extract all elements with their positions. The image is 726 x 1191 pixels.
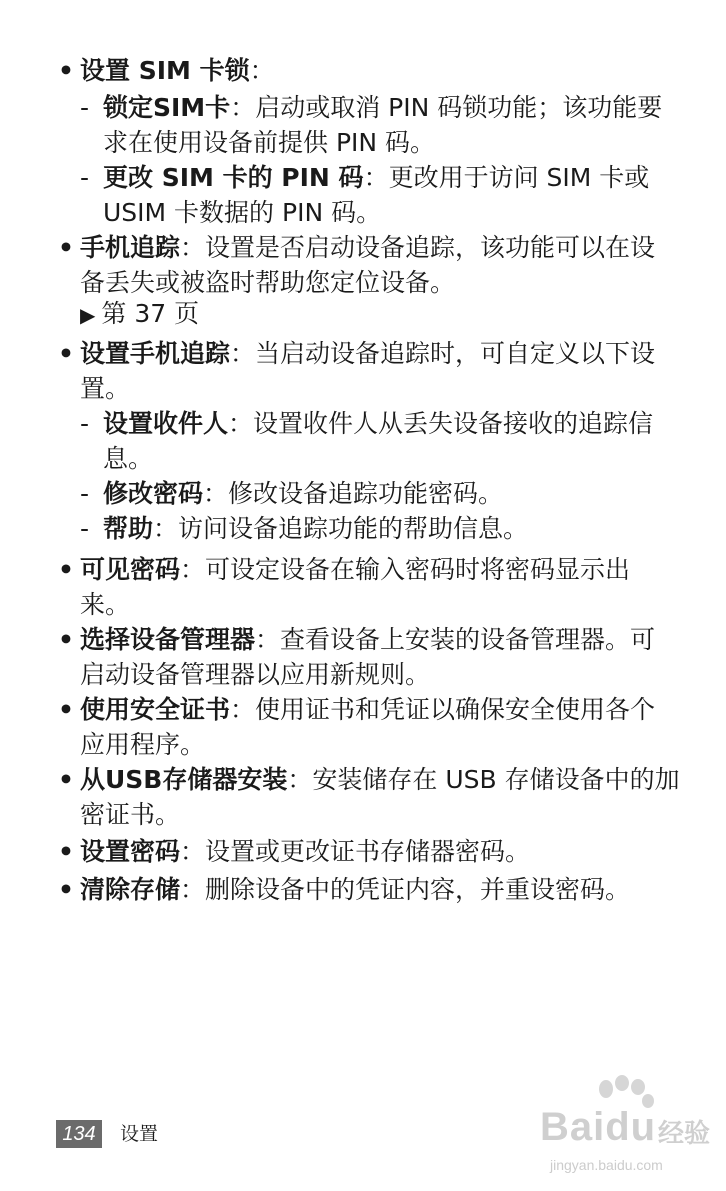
page-number-badge: 134 (56, 1120, 102, 1148)
sub-list-item (80, 511, 673, 546)
page-reference[interactable] (80, 296, 199, 333)
item-term: 从USB存储器安装 (80, 765, 288, 794)
item-desc: ：更改用于访问 SIM 卡或 USIM 卡数据的 PIN 码。 (103, 163, 650, 227)
sub-list-item (80, 160, 673, 230)
item-term: 帮助 (103, 514, 154, 543)
bullet: • (58, 765, 74, 794)
bullet: • (58, 56, 74, 85)
item-term: 设置手机追踪 (80, 339, 231, 368)
item-desc: ：设置是否启动设备追踪，该功能可以在设备丢失或被盗时帮助您定位设备。 (80, 233, 656, 297)
item-term: 选择设备管理器 (80, 625, 256, 654)
dash-marker: - (80, 479, 90, 508)
item-term: 使用安全证书 (80, 695, 231, 724)
item-term: 锁定SIM卡 (103, 93, 231, 122)
dash-marker: - (80, 163, 90, 192)
list-item (58, 336, 680, 406)
list-item (58, 872, 680, 907)
bullet: • (58, 625, 74, 654)
list-item (58, 692, 680, 762)
reference-text: 第 37 页 (101, 299, 200, 328)
list-item (58, 622, 680, 692)
item-desc: ：访问设备追踪功能的帮助信息。 (153, 514, 529, 543)
list-item (58, 53, 680, 88)
item-desc: ：可设定设备在输入密码时将密码显示出来。 (80, 555, 631, 619)
item-desc: ：使用证书和凭证以确保安全使用各个应用程序。 (80, 695, 656, 759)
bullet: • (58, 555, 74, 584)
item-term: 手机追踪 (80, 233, 181, 262)
list-item (58, 834, 680, 869)
dash-marker: - (80, 514, 90, 543)
baidu-watermark (540, 1075, 720, 1185)
item-term: 设置密码 (80, 837, 181, 866)
item-desc: ：查看设备上安装的设备管理器。可启动设备管理器以应用新规则。 (80, 625, 656, 689)
bullet: • (58, 875, 74, 904)
watermark-jingyan: 经验 (658, 1119, 711, 1149)
item-term: 修改密码 (103, 479, 204, 508)
bullet: • (58, 695, 74, 724)
watermark-brand (540, 1105, 656, 1150)
dash-marker: - (80, 409, 90, 438)
footer-section-label: 设置 (120, 1123, 159, 1145)
item-desc: ：启动或取消 PIN 码锁功能；该功能要求在使用设备前提供 PIN 码。 (103, 93, 663, 157)
triangle-right-icon: ▶ (80, 303, 96, 327)
bullet: • (58, 837, 74, 866)
item-desc: ：删除设备中的凭证内容，并重设密码。 (180, 875, 631, 904)
item-term: 可见密码 (80, 555, 181, 584)
watermark-brand-part1: Bai (540, 1105, 606, 1149)
bullet: • (58, 339, 74, 368)
sub-list-item (80, 476, 673, 511)
list-item (58, 230, 680, 300)
item-desc: ：设置收件人从丢失设备接收的追踪信息。 (103, 409, 654, 473)
item-desc: ：修改设备追踪功能密码。 (203, 479, 504, 508)
item-term: 更改 SIM 卡的 PIN 码 (103, 163, 364, 192)
watermark-url: jingyan.baidu.com (550, 1157, 663, 1173)
list-item (58, 762, 680, 832)
item-term: 设置收件人 (103, 409, 229, 438)
item-desc: ：设置或更改证书存储器密码。 (180, 837, 531, 866)
sub-list-item (80, 406, 673, 476)
dash-marker: - (80, 93, 90, 122)
watermark-brand-part2: du (605, 1105, 657, 1149)
item-desc: ： (249, 56, 275, 85)
bullet: • (58, 233, 74, 262)
item-term: 设置 SIM 卡锁 (80, 56, 250, 85)
list-item (58, 552, 680, 622)
item-desc: ：当启动设备追踪时，可自定义以下设置。 (80, 339, 656, 403)
sub-list-item (80, 90, 673, 160)
item-desc: ：安装储存在 USB 存储设备中的加密证书。 (80, 765, 680, 829)
item-term: 清除存储 (80, 875, 181, 904)
